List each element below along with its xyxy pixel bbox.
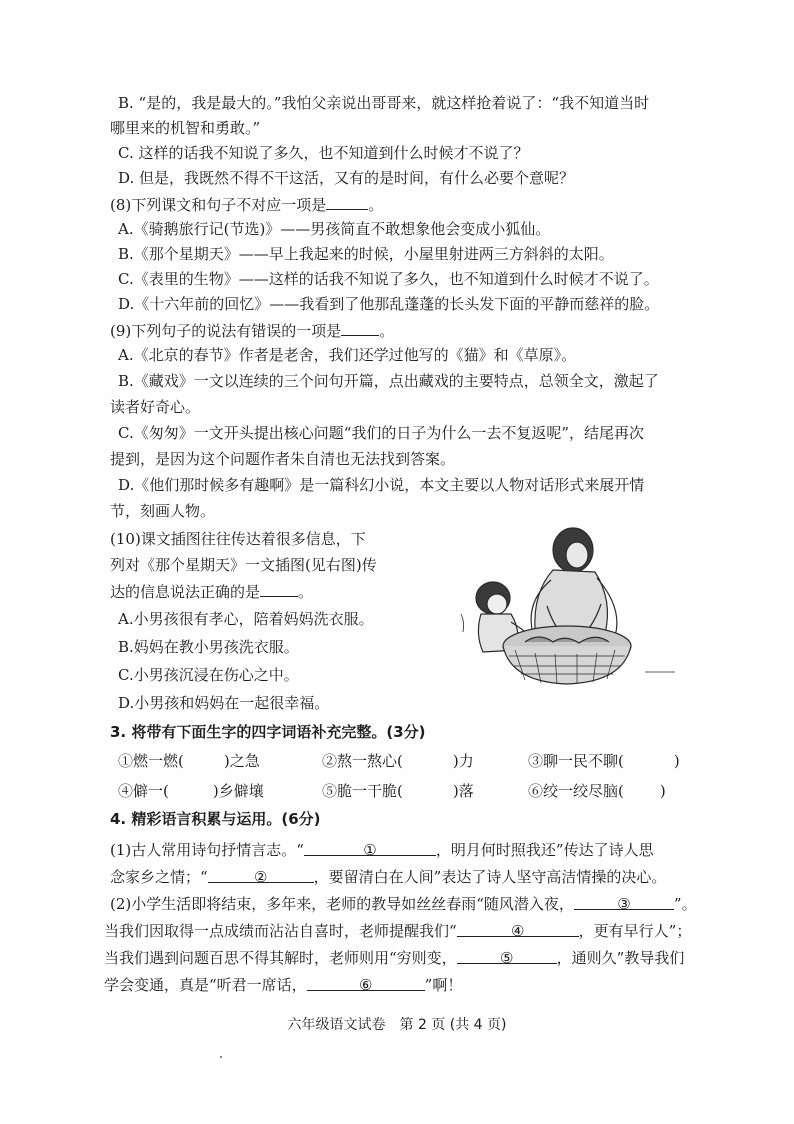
q8-answer-blank[interactable] <box>326 193 368 210</box>
q10-answer-blank[interactable] <box>260 580 298 597</box>
blank-marker-6: ⑥ <box>358 976 373 994</box>
answer-blank-3[interactable] <box>574 893 674 913</box>
word-2-pre: ②熬一熬心( <box>322 752 403 770</box>
word-item-6 <box>528 780 666 802</box>
s4-line-5 <box>104 947 704 969</box>
s4-text-2c: 当我们因取得一点成绩而沾沾自喜时，老师提醒我们“ <box>104 922 457 940</box>
s4-text-2e: 当我们遇到问题百思不得其解时，老师则用“穷则变， <box>104 949 457 967</box>
page-footer: 六年级语文试卷 第 2 页 (共 4 页) <box>287 1017 507 1033</box>
s4-text-2h: ”啊！ <box>424 976 463 994</box>
q8-end: 。 <box>368 196 384 214</box>
word-item-5 <box>322 780 474 802</box>
s4-text-1a: (1)古人常用诗句抒情言志。“ <box>110 841 304 859</box>
q7-option-d: D. 但是，我既然不得不干这活，又有的是时间，有什么必要个意呢？ <box>118 169 575 187</box>
section-4-title: 4. 精彩语言积累与运用。(6分) <box>110 810 321 828</box>
s4-text-1d: ，要留清白在人间”表达了诗人坚守高洁情操的决心。 <box>313 868 667 886</box>
q7-option-b-line2: 哪里来的机智和勇敢。” <box>110 119 261 137</box>
word-1-pre: ①燃一燃( <box>118 752 184 770</box>
q8-text: (8)下列课文和句子不对应一项是 <box>110 196 327 214</box>
q8-question <box>110 193 710 216</box>
q9-option-b-line1: B.《藏戏》一文以连续的三个问句开篇，点出藏戏的主要特点，总领全文，激起了 <box>118 372 659 390</box>
word-2-post: )力 <box>452 752 474 770</box>
q10-option-b: B.妈妈在教小男孩洗衣服。 <box>118 638 299 656</box>
scan-speck <box>220 1056 222 1058</box>
blank-marker-2: ② <box>253 868 268 886</box>
q9-end: 。 <box>379 322 395 340</box>
s4-line-3 <box>110 893 710 915</box>
s4-line-6 <box>104 974 704 996</box>
s4-text-1c: 念家乡之情；“ <box>110 868 208 886</box>
answer-blank-4[interactable] <box>457 920 579 940</box>
q8-option-c: C.《表里的生物》——这样的话我不知说了多久，也不知道到什么时候才不说了。 <box>118 270 659 288</box>
q7-option-b-line1: B. “是的，我是最大的。”我怕父亲说出哥哥来，就这样抢着说了：“我不知道当时 <box>118 94 650 112</box>
s4-text-1b: ，明月何时照我还”传达了诗人思 <box>435 841 654 859</box>
word-3-post: ) <box>673 752 680 770</box>
q9-option-c-line2: 提到，是因为这个问题作者朱自清也无法找到答案。 <box>110 450 456 468</box>
q8-option-d: D.《十六年前的回忆》——我看到了他那乱蓬蓬的长头发下面的平静而慈祥的脸。 <box>118 295 660 313</box>
q10-option-d: D.小男孩和妈妈在一起很幸福。 <box>118 694 330 712</box>
q9-option-d-line1: D.《他们那时候多有趣啊》是一篇科幻小说，本文主要以人物对话形式来展开情 <box>118 476 645 494</box>
mother-son-washing-illustration <box>455 522 680 692</box>
blank-marker-5: ⑤ <box>499 949 514 967</box>
q9-answer-blank[interactable] <box>341 319 379 336</box>
q8-option-a: A.《骑鹅旅行记(节选)》——男孩简直不敢想象他会变成小狐仙。 <box>118 220 551 238</box>
section-3-title: 3. 将带有下面生字的四字词语补充完整。(3分) <box>110 723 426 741</box>
q8-option-b: B.《那个星期天》——早上我起来的时候，小屋里射进两三方斜斜的太阳。 <box>118 245 614 263</box>
word-6-post: ) <box>659 782 666 800</box>
q10-option-a: A.小男孩很有孝心，陪着妈妈洗衣服。 <box>118 610 374 628</box>
answer-blank-6[interactable] <box>307 974 425 994</box>
q9-option-b-line2: 读者好奇心。 <box>110 398 201 416</box>
word-4-pre: ④僻一( <box>118 782 169 800</box>
word-1-post: )之急 <box>223 752 260 770</box>
s4-text-2d: ，更有早行人”； <box>578 922 692 940</box>
word-5-pre: ⑤脆一干脆( <box>322 782 403 800</box>
q7-option-c: C. 这样的话我不知说了多久，也不知道到什么时候才不说了？ <box>118 144 529 162</box>
answer-blank-5[interactable] <box>457 947 557 967</box>
q9-option-c-line1: C.《匆匆》一文开头提出核心问题“我们的日子为什么一去不复返呢”，结尾再次 <box>118 424 645 442</box>
q10-end: 。 <box>298 583 314 601</box>
s4-line-1 <box>110 839 710 861</box>
q9-option-d-line2: 节，刻画人物。 <box>110 502 216 520</box>
blank-marker-4: ④ <box>510 922 525 940</box>
word-item-4 <box>118 780 264 802</box>
s4-text-2a: (2)小学生活即将结束，多年来，老师的教导如丝丝春雨“随风潜入夜， <box>110 895 574 913</box>
word-item-2 <box>322 750 474 772</box>
q9-option-a: A.《北京的春节》作者是老舍，我们还学过他写的《猫》和《草原》。 <box>118 346 577 364</box>
s4-line-4 <box>104 920 704 942</box>
word-4-post: )乡僻壤 <box>212 782 264 800</box>
q10-text: 达的信息说法正确的是 <box>110 583 261 601</box>
s4-text-2f: ，通则久”教导我们 <box>556 949 685 967</box>
s4-text-2b: ”。 <box>673 895 697 913</box>
word-item-3 <box>528 750 680 772</box>
answer-blank-2[interactable] <box>208 866 314 886</box>
q9-text: (9)下列句子的说法有错误的一项是 <box>110 322 342 340</box>
word-3-pre: ③聊一民不聊( <box>528 752 624 770</box>
word-5-post: )落 <box>452 782 474 800</box>
s4-text-2g: 学会变通，真是“听君一席话， <box>104 976 307 994</box>
blank-marker-1: ① <box>363 841 377 859</box>
word-item-1 <box>118 750 260 772</box>
blank-marker-3: ③ <box>617 895 631 913</box>
word-6-pre: ⑥绞一绞尽脑( <box>528 782 624 800</box>
q10-question-line1: (10)课文插图往往传达着很多信息，下 <box>110 530 366 548</box>
s4-line-2 <box>110 866 710 888</box>
q9-question <box>110 319 710 342</box>
q10-option-c: C.小男孩沉浸在伤心之中。 <box>118 666 299 684</box>
answer-blank-1[interactable] <box>304 839 436 859</box>
q10-question-line2: 列对《那个星期天》一文插图(见右图)传 <box>110 556 377 574</box>
